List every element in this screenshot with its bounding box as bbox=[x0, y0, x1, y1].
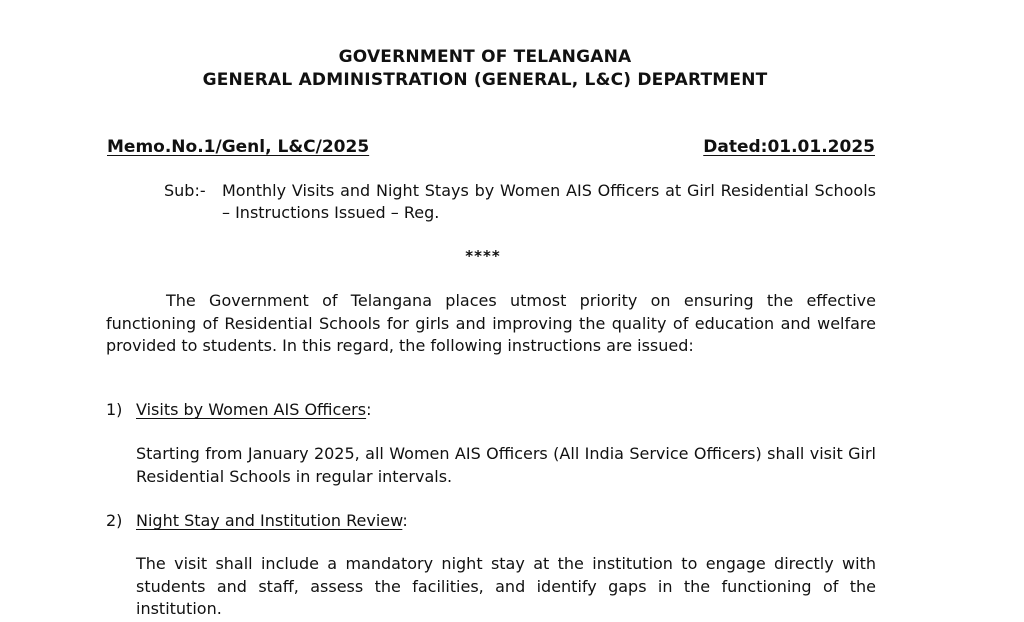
instruction-title: Visits by Women AIS Officers bbox=[136, 400, 367, 419]
instruction-heading-2 bbox=[106, 511, 408, 530]
instruction-colon: : bbox=[402, 511, 408, 530]
instruction-heading-1 bbox=[106, 400, 371, 419]
memo-date: Dated:01.01.2025 bbox=[703, 137, 875, 157]
instruction-body-2: The visit shall include a mandatory night stay at the institution to engage directly with students and staff, assess the facilities, and identify gaps in the functioning of the institution. bbox=[136, 554, 876, 618]
subject-label: Sub:- bbox=[164, 181, 206, 200]
section-separator bbox=[0, 247, 1024, 265]
separator-stars: **** bbox=[465, 247, 501, 265]
memo-reference-row bbox=[107, 137, 875, 159]
memo-number: Memo.No.1/Genl, L&C/2025 bbox=[107, 137, 370, 157]
instruction-title: Night Stay and Institution Review bbox=[136, 511, 403, 530]
intro-paragraph: The Government of Telangana places utmost priority on ensuring the effective functioning of Residential Schools for girls and improving the quality of education and welfare provided to students. In this regard, the following instructions are issued: bbox=[106, 291, 876, 355]
instruction-number: 2) bbox=[106, 511, 123, 530]
government-title: GOVERNMENT OF TELANGANA bbox=[338, 47, 632, 67]
instruction-colon: : bbox=[366, 400, 372, 419]
subject-block bbox=[164, 180, 876, 224]
department-title: GENERAL ADMINISTRATION (GENERAL, L&C) DEPARTMENT bbox=[202, 70, 768, 90]
instruction-number: 1) bbox=[106, 400, 123, 419]
instruction-body-1: Starting from January 2025, all Women AIS Officers (All India Service Officers) shall visit Girl Residential Schools in regular intervals. bbox=[136, 444, 876, 486]
subject-text: Monthly Visits and Night Stays by Women AIS Officers at Girl Residential Schools – Instructions Issued – Reg. bbox=[222, 181, 876, 222]
